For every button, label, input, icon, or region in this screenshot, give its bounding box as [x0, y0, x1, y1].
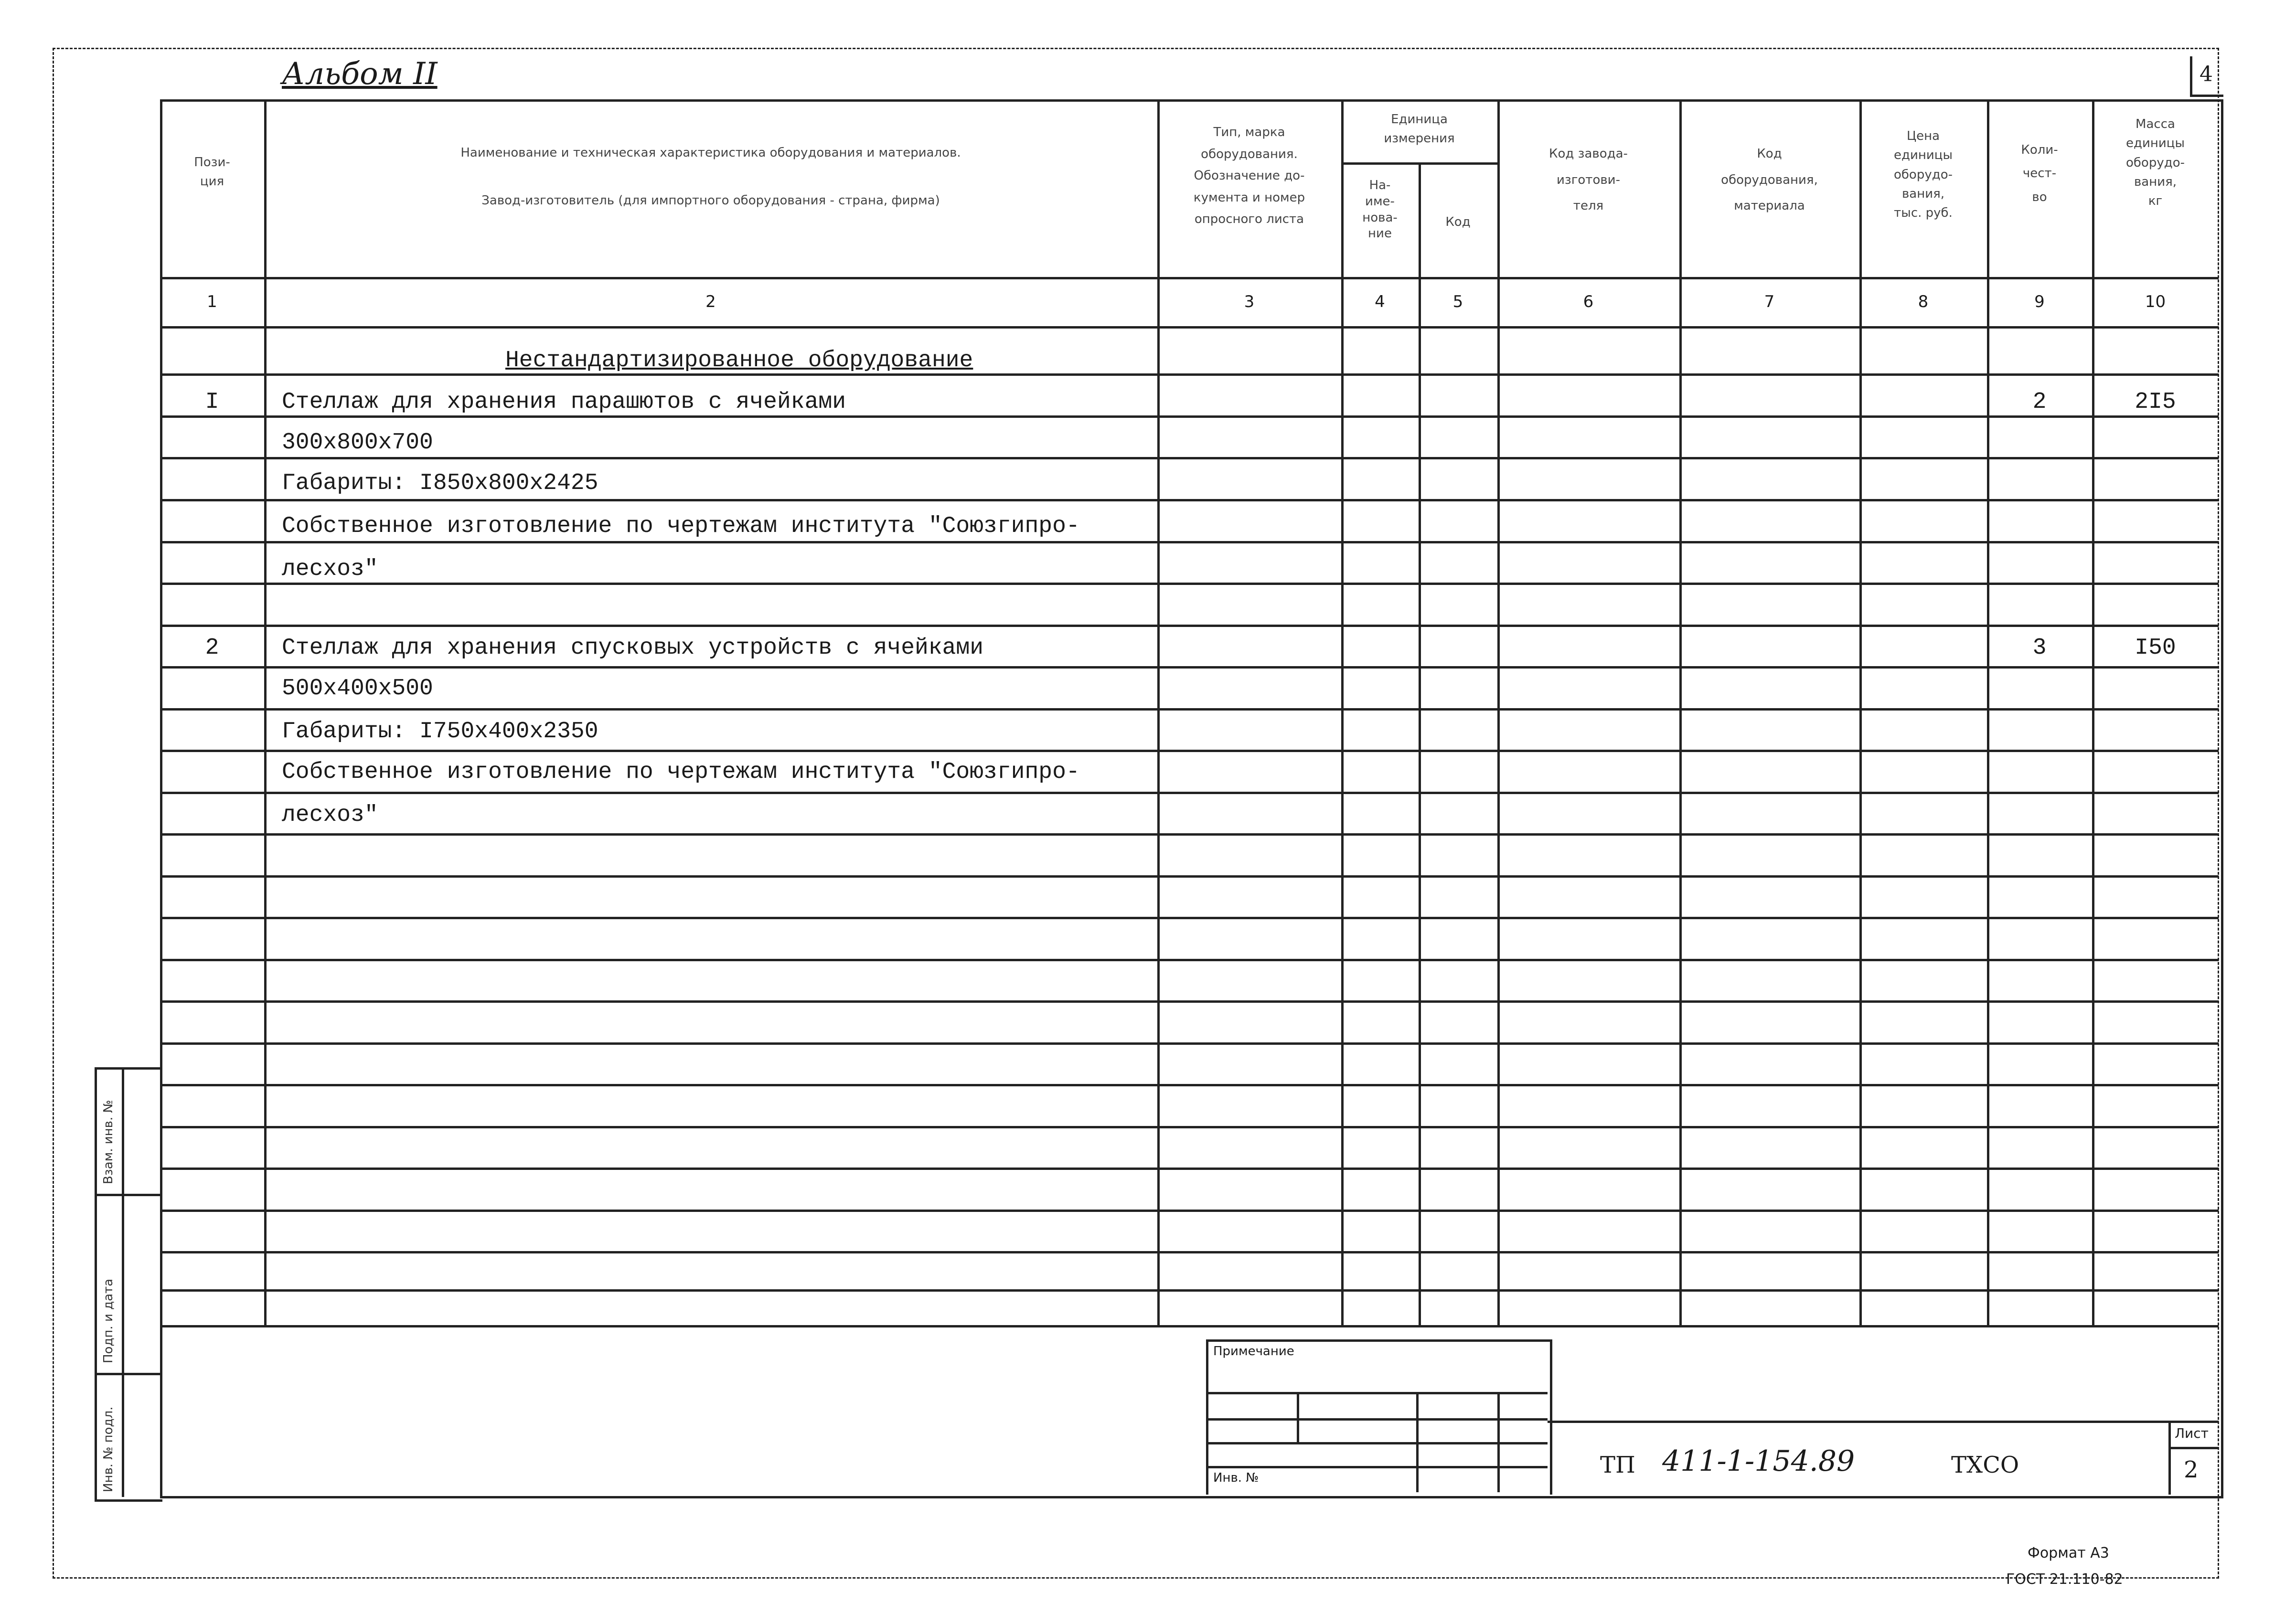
- item-quantity: 3: [2032, 635, 2047, 661]
- header-bottom-line: [160, 277, 2219, 279]
- column-number: 7: [1764, 292, 1775, 311]
- row-line: [160, 750, 2219, 752]
- side-stamp-line: [95, 1194, 160, 1196]
- row-line: [160, 1168, 2219, 1170]
- album-title: Альбом II: [282, 56, 438, 92]
- column-number: 2: [705, 292, 716, 311]
- column-number: 3: [1244, 292, 1255, 311]
- row-line: [160, 1126, 2219, 1128]
- row-line: [160, 1084, 2219, 1086]
- doc-number: 411-1-154.89: [1662, 1444, 1855, 1478]
- inv-label: Инв. №: [1213, 1471, 1259, 1485]
- col-line: [1341, 99, 1344, 1327]
- header-name-line1: Наименование и техническая характеристика оборудования и материалов.: [460, 146, 961, 160]
- gost-label: ГОСТ 21.110-82: [2006, 1571, 2123, 1588]
- row-line: [160, 666, 2219, 669]
- row-line: [160, 499, 2219, 501]
- side-stamp-divider: [122, 1067, 124, 1497]
- side-label-inv-orig: Инв. № подл.: [101, 1406, 116, 1492]
- sheet-number: 2: [2184, 1456, 2199, 1483]
- stamp-top-line: [1548, 1421, 2219, 1423]
- colnum-bottom-line: [160, 326, 2219, 329]
- row-line: [160, 708, 2219, 711]
- row-line: [160, 625, 2219, 627]
- row-line: [160, 583, 2219, 585]
- row-line: [160, 833, 2219, 836]
- col-line: [264, 99, 267, 1327]
- sheet-box-divider: [2168, 1421, 2171, 1495]
- header-maker-code: Код завода- изготови- теля: [1549, 147, 1628, 213]
- header-sub-line: [1341, 162, 1497, 165]
- stamp-line: [1206, 1442, 1548, 1444]
- stamp-divider: [1497, 1392, 1500, 1492]
- side-label-swap-inv: Взам. инв. №: [101, 1100, 116, 1184]
- row-line: [160, 415, 2219, 418]
- row-line: [160, 792, 2219, 794]
- section-title: Нестандартизированное оборудование: [505, 348, 973, 373]
- item-text-line: Собственное изготовление по чертежам института "Союзгипро-: [282, 513, 1080, 539]
- header-type: Тип, марка оборудования. Обозначение до- кумента и номер опросного листа: [1193, 125, 1305, 226]
- column-number: 1: [207, 292, 217, 311]
- column-number: 5: [1452, 292, 1463, 311]
- stamp-line: [1206, 1466, 1548, 1468]
- row-line: [160, 1251, 2219, 1253]
- item-position: I: [205, 389, 219, 415]
- item-text-line: лесхоз": [282, 802, 378, 828]
- side-label-sign-date: Подп. и дата: [101, 1278, 116, 1363]
- note-label: Примечание: [1213, 1344, 1294, 1359]
- header-price: Цена единицы оборудо- вания, тыс. руб.: [1893, 129, 1953, 221]
- item-text-line: Габариты: I750х400х2350: [282, 719, 598, 744]
- item-text-line: 500х400х500: [282, 676, 433, 701]
- item-text-line: Стеллаж для хранения спусковых устройств с ячейками: [282, 635, 984, 661]
- side-stamp-line: [95, 1373, 160, 1375]
- sheet-box-line: [2168, 1447, 2219, 1449]
- col-line: [1679, 99, 1682, 1327]
- row-line: [160, 1289, 2219, 1292]
- sheet-label: Лист: [2175, 1425, 2209, 1441]
- row-line: [160, 875, 2219, 878]
- row-line: [160, 373, 2219, 376]
- table-body-bottom: [160, 1325, 2219, 1327]
- row-line: [160, 1042, 2219, 1045]
- column-number: 6: [1583, 292, 1594, 311]
- item-text-line: 300х800х700: [282, 430, 433, 456]
- row-line: [160, 541, 2219, 543]
- header-position: Пози- ция: [194, 155, 230, 189]
- item-mass: I50: [2135, 635, 2176, 661]
- col-line: [2092, 99, 2094, 1327]
- doc-suffix: ТХСО: [1951, 1452, 2019, 1478]
- row-line: [160, 917, 2219, 919]
- header-unit-name: На- име- нова- ние: [1362, 178, 1398, 241]
- row-line: [160, 1000, 2219, 1003]
- column-number: 4: [1375, 292, 1385, 311]
- format-label: Формат А3: [2028, 1545, 2109, 1561]
- col-line: [1497, 99, 1500, 1327]
- column-number: 8: [1918, 292, 1929, 311]
- header-unit: Единица измерения: [1384, 112, 1455, 146]
- header-quantity: Коли- чест- во: [2021, 143, 2058, 204]
- header-name-line2: Завод-изготовитель (для импортного оборудования - страна, фирма): [481, 193, 940, 208]
- item-position: 2: [205, 635, 219, 661]
- item-mass: 2I5: [2135, 389, 2176, 415]
- col-line: [1859, 99, 1862, 1327]
- header-unit-code: Код: [1445, 215, 1471, 229]
- col-line: [1987, 99, 1989, 1327]
- sheet-corner-number: 4: [2200, 62, 2213, 86]
- column-number: 10: [2145, 292, 2166, 311]
- header-equip-code: Код оборудования, материала: [1721, 147, 1818, 213]
- col-line: [1157, 99, 1160, 1327]
- item-text-line: Собственное изготовление по чертежа‌м института "Союзгипро-: [282, 759, 1080, 785]
- item-text-line: лесхоз": [282, 556, 378, 582]
- row-line: [160, 959, 2219, 961]
- item-text-line: Габариты: I850х800х2425: [282, 470, 598, 496]
- row-line: [160, 1210, 2219, 1212]
- stamp-divider: [1297, 1392, 1299, 1444]
- column-number: 9: [2034, 292, 2045, 311]
- header-mass: Масса единицы оборудо- вания, кг: [2125, 117, 2185, 209]
- row-line: [160, 457, 2219, 459]
- item-text-line: Стеллаж для хранения парашютов с ячейками: [282, 389, 846, 415]
- stamp-line: [1206, 1418, 1548, 1421]
- col-line: [1419, 162, 1421, 1327]
- stamp-line: [1206, 1392, 1548, 1394]
- item-quantity: 2: [2032, 389, 2047, 415]
- doc-code: ТП: [1600, 1452, 1635, 1478]
- stamp-divider: [1416, 1392, 1419, 1492]
